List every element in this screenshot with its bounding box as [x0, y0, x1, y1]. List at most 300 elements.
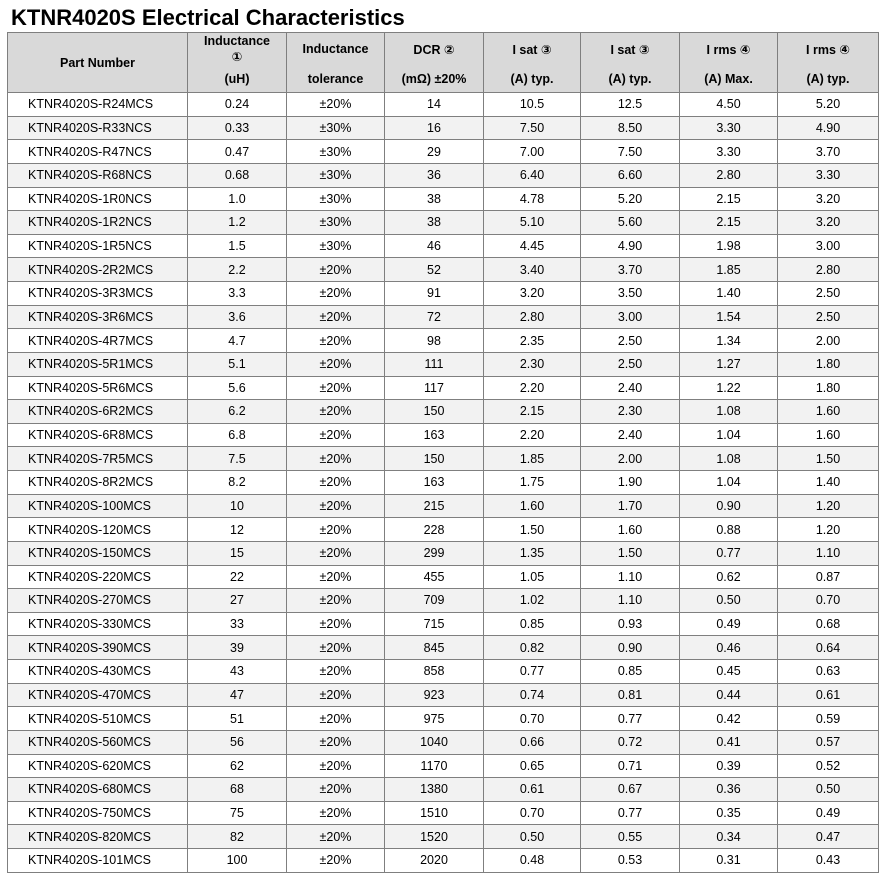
inductance-cell: 2.2 [188, 258, 287, 282]
inductance-cell: 62 [188, 754, 287, 778]
irms-max-cell: 1.27 [680, 352, 778, 376]
header-irms1-bottom: (A) Max. [680, 65, 778, 93]
isat1-cell: 0.61 [484, 778, 581, 802]
table-row [8, 423, 879, 447]
table-row [8, 730, 879, 754]
irms-typ-cell: 3.20 [778, 211, 879, 235]
table-row [8, 660, 879, 684]
tolerance-cell: ±20% [287, 849, 385, 873]
irms-max-cell: 1.08 [680, 400, 778, 424]
dcr-cell: 16 [385, 116, 484, 140]
isat2-cell: 3.50 [581, 282, 680, 306]
header-isat2-bottom: (A) typ. [581, 65, 680, 93]
part-number-cell: KTNR4020S-510MCS [8, 707, 188, 731]
isat1-cell: 7.50 [484, 116, 581, 140]
header-dcr-top: DCR ② [385, 33, 484, 66]
irms-typ-cell: 2.80 [778, 258, 879, 282]
part-number-cell: KTNR4020S-6R8MCS [8, 423, 188, 447]
part-number-cell: KTNR4020S-330MCS [8, 612, 188, 636]
irms-max-cell: 0.31 [680, 849, 778, 873]
dcr-cell: 111 [385, 352, 484, 376]
isat2-cell: 0.93 [581, 612, 680, 636]
dcr-cell: 845 [385, 636, 484, 660]
irms-max-cell: 0.50 [680, 589, 778, 613]
irms-typ-cell: 0.50 [778, 778, 879, 802]
inductance-cell: 82 [188, 825, 287, 849]
inductance-cell: 3.6 [188, 305, 287, 329]
inductance-cell: 6.2 [188, 400, 287, 424]
inductance-cell: 4.7 [188, 329, 287, 353]
isat2-cell: 1.10 [581, 565, 680, 589]
table-body [8, 93, 879, 873]
irms-typ-cell: 3.20 [778, 187, 879, 211]
part-number-cell: KTNR4020S-R24MCS [8, 93, 188, 117]
table-row [8, 93, 879, 117]
table-row [8, 234, 879, 258]
dcr-cell: 1520 [385, 825, 484, 849]
isat2-cell: 2.40 [581, 423, 680, 447]
dcr-cell: 46 [385, 234, 484, 258]
isat1-cell: 2.20 [484, 376, 581, 400]
irms-typ-cell: 0.43 [778, 849, 879, 873]
part-number-cell: KTNR4020S-390MCS [8, 636, 188, 660]
header-inductance-label: Inductance [204, 34, 270, 48]
irms-max-cell: 0.36 [680, 778, 778, 802]
dcr-cell: 14 [385, 93, 484, 117]
table-row [8, 778, 879, 802]
table-row [8, 541, 879, 565]
isat1-cell: 7.00 [484, 140, 581, 164]
isat1-cell: 1.05 [484, 565, 581, 589]
irms-max-cell: 1.04 [680, 423, 778, 447]
isat1-cell: 2.30 [484, 352, 581, 376]
irms-max-cell: 1.85 [680, 258, 778, 282]
dcr-cell: 163 [385, 423, 484, 447]
isat2-cell: 4.90 [581, 234, 680, 258]
table-row [8, 494, 879, 518]
isat1-cell: 2.20 [484, 423, 581, 447]
tolerance-cell: ±20% [287, 660, 385, 684]
tolerance-cell: ±20% [287, 801, 385, 825]
header-tolerance-top: Inductance [287, 33, 385, 66]
irms-typ-cell: 0.49 [778, 801, 879, 825]
tolerance-cell: ±20% [287, 258, 385, 282]
dcr-cell: 923 [385, 683, 484, 707]
dcr-cell: 36 [385, 163, 484, 187]
part-number-cell: KTNR4020S-2R2MCS [8, 258, 188, 282]
header-row-top [8, 33, 879, 66]
part-number-cell: KTNR4020S-750MCS [8, 801, 188, 825]
dcr-cell: 228 [385, 518, 484, 542]
inductance-cell: 56 [188, 730, 287, 754]
dcr-cell: 91 [385, 282, 484, 306]
irms-typ-cell: 2.50 [778, 305, 879, 329]
table-row [8, 683, 879, 707]
isat2-cell: 1.90 [581, 471, 680, 495]
table-row [8, 305, 879, 329]
isat1-cell: 1.35 [484, 541, 581, 565]
irms-typ-cell: 1.60 [778, 400, 879, 424]
table-header [8, 33, 879, 93]
irms-typ-cell: 1.10 [778, 541, 879, 565]
part-number-cell: KTNR4020S-150MCS [8, 541, 188, 565]
irms-max-cell: 0.46 [680, 636, 778, 660]
part-number-cell: KTNR4020S-220MCS [8, 565, 188, 589]
dcr-cell: 1510 [385, 801, 484, 825]
dcr-cell: 52 [385, 258, 484, 282]
isat1-cell: 0.48 [484, 849, 581, 873]
inductance-cell: 0.24 [188, 93, 287, 117]
part-number-cell: KTNR4020S-3R6MCS [8, 305, 188, 329]
inductance-cell: 6.8 [188, 423, 287, 447]
inductance-cell: 47 [188, 683, 287, 707]
isat1-cell: 1.02 [484, 589, 581, 613]
isat2-cell: 0.55 [581, 825, 680, 849]
irms-typ-cell: 0.64 [778, 636, 879, 660]
irms-max-cell: 0.49 [680, 612, 778, 636]
irms-typ-cell: 0.70 [778, 589, 879, 613]
inductance-cell: 43 [188, 660, 287, 684]
table-row [8, 211, 879, 235]
part-number-cell: KTNR4020S-470MCS [8, 683, 188, 707]
header-irms2-top: I rms ④ [778, 33, 879, 66]
inductance-cell: 7.5 [188, 447, 287, 471]
tolerance-cell: ±20% [287, 778, 385, 802]
part-number-cell: KTNR4020S-4R7MCS [8, 329, 188, 353]
table-row [8, 116, 879, 140]
inductance-cell: 1.2 [188, 211, 287, 235]
isat2-cell: 12.5 [581, 93, 680, 117]
dcr-cell: 150 [385, 400, 484, 424]
part-number-cell: KTNR4020S-560MCS [8, 730, 188, 754]
dcr-cell: 98 [385, 329, 484, 353]
isat1-cell: 2.15 [484, 400, 581, 424]
irms-typ-cell: 3.00 [778, 234, 879, 258]
tolerance-cell: ±20% [287, 707, 385, 731]
part-number-cell: KTNR4020S-680MCS [8, 778, 188, 802]
inductance-cell: 1.5 [188, 234, 287, 258]
dcr-cell: 709 [385, 589, 484, 613]
isat1-cell: 0.85 [484, 612, 581, 636]
irms-max-cell: 2.15 [680, 211, 778, 235]
irms-max-cell: 2.15 [680, 187, 778, 211]
irms-typ-cell: 4.90 [778, 116, 879, 140]
inductance-cell: 33 [188, 612, 287, 636]
irms-typ-cell: 1.80 [778, 376, 879, 400]
table-row [8, 471, 879, 495]
inductance-cell: 68 [188, 778, 287, 802]
inductance-cell: 0.33 [188, 116, 287, 140]
tolerance-cell: ±20% [287, 447, 385, 471]
part-number-cell: KTNR4020S-430MCS [8, 660, 188, 684]
table-row [8, 282, 879, 306]
isat1-cell: 2.35 [484, 329, 581, 353]
tolerance-cell: ±30% [287, 140, 385, 164]
inductance-cell: 10 [188, 494, 287, 518]
table-row [8, 376, 879, 400]
header-part-number: Part Number [8, 33, 188, 93]
dcr-cell: 1170 [385, 754, 484, 778]
inductance-cell: 75 [188, 801, 287, 825]
isat2-cell: 1.70 [581, 494, 680, 518]
isat2-cell: 2.40 [581, 376, 680, 400]
header-tolerance-bottom: tolerance [287, 65, 385, 93]
irms-typ-cell: 1.50 [778, 447, 879, 471]
isat2-cell: 2.00 [581, 447, 680, 471]
tolerance-cell: ±20% [287, 589, 385, 613]
inductance-cell: 1.0 [188, 187, 287, 211]
irms-typ-cell: 1.20 [778, 518, 879, 542]
tolerance-cell: ±30% [287, 163, 385, 187]
irms-max-cell: 0.77 [680, 541, 778, 565]
isat2-cell: 0.71 [581, 754, 680, 778]
inductance-cell: 39 [188, 636, 287, 660]
tolerance-cell: ±30% [287, 234, 385, 258]
part-number-cell: KTNR4020S-8R2MCS [8, 471, 188, 495]
irms-typ-cell: 1.60 [778, 423, 879, 447]
irms-typ-cell: 0.61 [778, 683, 879, 707]
isat1-cell: 10.5 [484, 93, 581, 117]
table-row [8, 187, 879, 211]
irms-max-cell: 1.40 [680, 282, 778, 306]
table-row [8, 636, 879, 660]
isat2-cell: 2.50 [581, 329, 680, 353]
irms-max-cell: 0.88 [680, 518, 778, 542]
part-number-cell: KTNR4020S-620MCS [8, 754, 188, 778]
table-row [8, 589, 879, 613]
isat1-cell: 0.50 [484, 825, 581, 849]
irms-typ-cell: 1.20 [778, 494, 879, 518]
header-inductance-note: ① [231, 50, 243, 64]
isat1-cell: 4.45 [484, 234, 581, 258]
dcr-cell: 1380 [385, 778, 484, 802]
irms-typ-cell: 3.30 [778, 163, 879, 187]
irms-max-cell: 0.44 [680, 683, 778, 707]
isat1-cell: 1.75 [484, 471, 581, 495]
irms-typ-cell: 1.80 [778, 352, 879, 376]
isat2-cell: 5.20 [581, 187, 680, 211]
isat1-cell: 3.40 [484, 258, 581, 282]
part-number-cell: KTNR4020S-120MCS [8, 518, 188, 542]
table-row [8, 707, 879, 731]
tolerance-cell: ±20% [287, 518, 385, 542]
tolerance-cell: ±20% [287, 825, 385, 849]
isat1-cell: 1.60 [484, 494, 581, 518]
header-isat1-top: I sat ③ [484, 33, 581, 66]
tolerance-cell: ±20% [287, 376, 385, 400]
isat2-cell: 0.81 [581, 683, 680, 707]
part-number-cell: KTNR4020S-R33NCS [8, 116, 188, 140]
part-number-cell: KTNR4020S-3R3MCS [8, 282, 188, 306]
isat1-cell: 6.40 [484, 163, 581, 187]
irms-typ-cell: 0.57 [778, 730, 879, 754]
dcr-cell: 1040 [385, 730, 484, 754]
table-row [8, 352, 879, 376]
header-inductance-unit: (uH) [188, 65, 287, 93]
irms-max-cell: 0.62 [680, 565, 778, 589]
table-row [8, 140, 879, 164]
irms-max-cell: 3.30 [680, 140, 778, 164]
isat2-cell: 0.90 [581, 636, 680, 660]
isat2-cell: 3.00 [581, 305, 680, 329]
isat2-cell: 3.70 [581, 258, 680, 282]
tolerance-cell: ±30% [287, 116, 385, 140]
isat1-cell: 4.78 [484, 187, 581, 211]
table-row [8, 754, 879, 778]
dcr-cell: 117 [385, 376, 484, 400]
isat1-cell: 0.65 [484, 754, 581, 778]
inductance-cell: 12 [188, 518, 287, 542]
inductance-cell: 8.2 [188, 471, 287, 495]
inductance-cell: 5.6 [188, 376, 287, 400]
irms-max-cell: 0.41 [680, 730, 778, 754]
dcr-cell: 150 [385, 447, 484, 471]
header-irms1-top: I rms ④ [680, 33, 778, 66]
tolerance-cell: ±20% [287, 754, 385, 778]
table-row [8, 801, 879, 825]
isat2-cell: 0.85 [581, 660, 680, 684]
irms-typ-cell: 1.40 [778, 471, 879, 495]
isat2-cell: 0.77 [581, 707, 680, 731]
inductance-cell: 0.47 [188, 140, 287, 164]
tolerance-cell: ±20% [287, 282, 385, 306]
tolerance-cell: ±20% [287, 93, 385, 117]
isat1-cell: 0.77 [484, 660, 581, 684]
dcr-cell: 2020 [385, 849, 484, 873]
inductance-cell: 0.68 [188, 163, 287, 187]
table-row [8, 849, 879, 873]
part-number-cell: KTNR4020S-R68NCS [8, 163, 188, 187]
isat1-cell: 0.70 [484, 801, 581, 825]
irms-max-cell: 1.08 [680, 447, 778, 471]
tolerance-cell: ±20% [287, 305, 385, 329]
irms-max-cell: 1.98 [680, 234, 778, 258]
isat2-cell: 0.67 [581, 778, 680, 802]
irms-max-cell: 0.34 [680, 825, 778, 849]
dcr-cell: 455 [385, 565, 484, 589]
isat1-cell: 1.85 [484, 447, 581, 471]
dcr-cell: 163 [385, 471, 484, 495]
irms-max-cell: 1.04 [680, 471, 778, 495]
irms-max-cell: 4.50 [680, 93, 778, 117]
tolerance-cell: ±20% [287, 423, 385, 447]
irms-typ-cell: 2.00 [778, 329, 879, 353]
isat2-cell: 1.60 [581, 518, 680, 542]
part-number-cell: KTNR4020S-5R1MCS [8, 352, 188, 376]
isat2-cell: 1.10 [581, 589, 680, 613]
inductance-cell: 3.3 [188, 282, 287, 306]
header-dcr-bottom: (mΩ) ±20% [385, 65, 484, 93]
irms-typ-cell: 3.70 [778, 140, 879, 164]
isat1-cell: 3.20 [484, 282, 581, 306]
table-row [8, 163, 879, 187]
isat2-cell: 2.50 [581, 352, 680, 376]
irms-typ-cell: 5.20 [778, 93, 879, 117]
part-number-cell: KTNR4020S-820MCS [8, 825, 188, 849]
isat1-cell: 0.74 [484, 683, 581, 707]
isat2-cell: 0.72 [581, 730, 680, 754]
table-row [8, 400, 879, 424]
part-number-cell: KTNR4020S-R47NCS [8, 140, 188, 164]
irms-max-cell: 1.22 [680, 376, 778, 400]
part-number-cell: KTNR4020S-5R6MCS [8, 376, 188, 400]
irms-max-cell: 0.42 [680, 707, 778, 731]
isat2-cell: 5.60 [581, 211, 680, 235]
part-number-cell: KTNR4020S-101MCS [8, 849, 188, 873]
tolerance-cell: ±30% [287, 187, 385, 211]
table-row [8, 447, 879, 471]
irms-max-cell: 1.54 [680, 305, 778, 329]
isat2-cell: 0.77 [581, 801, 680, 825]
irms-typ-cell: 0.52 [778, 754, 879, 778]
part-number-cell: KTNR4020S-7R5MCS [8, 447, 188, 471]
table-row [8, 258, 879, 282]
irms-typ-cell: 0.59 [778, 707, 879, 731]
tolerance-cell: ±20% [287, 541, 385, 565]
table-row [8, 612, 879, 636]
irms-typ-cell: 0.63 [778, 660, 879, 684]
part-number-cell: KTNR4020S-270MCS [8, 589, 188, 613]
inductance-cell: 15 [188, 541, 287, 565]
tolerance-cell: ±20% [287, 612, 385, 636]
tolerance-cell: ±20% [287, 352, 385, 376]
tolerance-cell: ±20% [287, 329, 385, 353]
irms-typ-cell: 0.68 [778, 612, 879, 636]
inductance-cell: 100 [188, 849, 287, 873]
header-irms2-bottom: (A) typ. [778, 65, 879, 93]
dcr-cell: 299 [385, 541, 484, 565]
tolerance-cell: ±20% [287, 471, 385, 495]
tolerance-cell: ±30% [287, 211, 385, 235]
irms-typ-cell: 0.87 [778, 565, 879, 589]
isat2-cell: 2.30 [581, 400, 680, 424]
inductance-cell: 22 [188, 565, 287, 589]
irms-max-cell: 2.80 [680, 163, 778, 187]
irms-max-cell: 0.90 [680, 494, 778, 518]
isat2-cell: 8.50 [581, 116, 680, 140]
irms-max-cell: 1.34 [680, 329, 778, 353]
part-number-cell: KTNR4020S-1R2NCS [8, 211, 188, 235]
irms-max-cell: 3.30 [680, 116, 778, 140]
isat1-cell: 5.10 [484, 211, 581, 235]
tolerance-cell: ±20% [287, 683, 385, 707]
dcr-cell: 29 [385, 140, 484, 164]
table-row [8, 825, 879, 849]
tolerance-cell: ±20% [287, 636, 385, 660]
dcr-cell: 215 [385, 494, 484, 518]
header-isat1-bottom: (A) typ. [484, 65, 581, 93]
header-inductance [188, 33, 287, 66]
inductance-cell: 5.1 [188, 352, 287, 376]
inductance-cell: 27 [188, 589, 287, 613]
tolerance-cell: ±20% [287, 494, 385, 518]
isat1-cell: 0.70 [484, 707, 581, 731]
isat1-cell: 2.80 [484, 305, 581, 329]
irms-typ-cell: 2.50 [778, 282, 879, 306]
table-row [8, 565, 879, 589]
tolerance-cell: ±20% [287, 565, 385, 589]
part-number-cell: KTNR4020S-1R0NCS [8, 187, 188, 211]
isat2-cell: 1.50 [581, 541, 680, 565]
inductance-cell: 51 [188, 707, 287, 731]
dcr-cell: 38 [385, 211, 484, 235]
irms-max-cell: 0.39 [680, 754, 778, 778]
part-number-cell: KTNR4020S-1R5NCS [8, 234, 188, 258]
electrical-characteristics-table [7, 32, 879, 873]
page-title: KTNR4020S Electrical Characteristics [11, 5, 405, 30]
header-isat2-top: I sat ③ [581, 33, 680, 66]
dcr-cell: 858 [385, 660, 484, 684]
